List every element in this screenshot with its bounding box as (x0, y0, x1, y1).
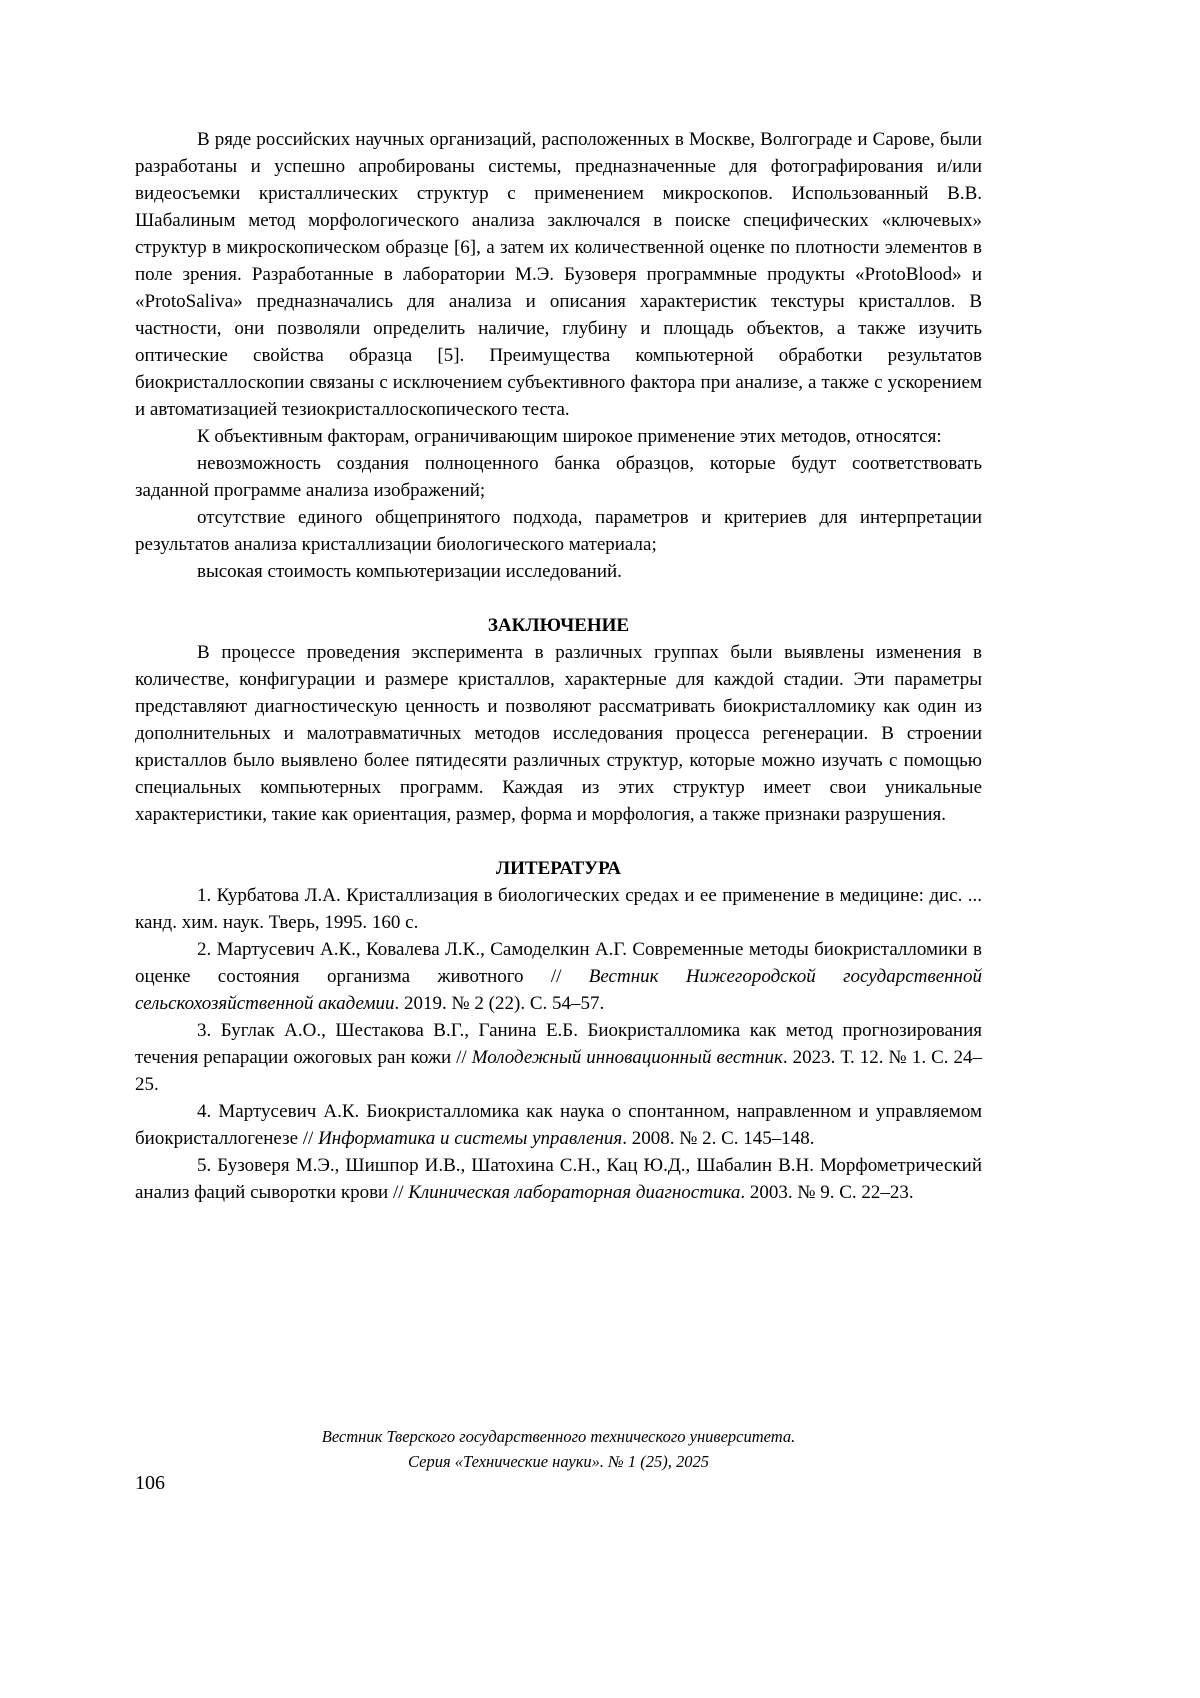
reference-journal-title: Вестник Нижегородской государственной сельскохозяйственной академии (135, 966, 982, 1014)
reference-journal-title: Клиническая лабораторная диагностика (408, 1182, 741, 1203)
footer-line-1: Вестник Тверского государственного технического университета. (321, 1427, 796, 1446)
reference-item-3 (135, 1017, 982, 1098)
body-paragraph-3: невозможность создания полноценного банка образцов, которые будут соответствовать заданной программе анализа изображений; (135, 453, 982, 501)
reference-tail: . 2023. Т. 12. № 1. С. 24–25. (135, 1047, 982, 1095)
conclusion-heading: ЗАКЛЮЧЕНИЕ (487, 615, 630, 636)
reference-tail: . 2003. № 9. С. 22–23. (740, 1182, 914, 1203)
conclusion-paragraph: В процессе проведения эксперимента в различных группах были выявлены изменения в количестве, конфигурации и размере кристаллов, характерные для каждой стадии. Эти параметры представляют диагностическую ценность и позволяют рассматривать биокристалломику как один из дополнительных и малотравматичных методов исследования процесса регенерации. В строении кристаллов было выявлено более пятидесяти различных структур, которые можно изучать с помощью специальных компьютерных программ. Каждая из этих структур имеет свои уникальные характеристики, такие как ориентация, размер, форма и морфология, а также признаки разрушения. (135, 642, 982, 825)
reference-text: 4. Мартусевич А.К. Биокристалломика как наука о спонтанном, направленном и управляемом биокристаллогенезе // (135, 1101, 982, 1149)
reference-item-5 (135, 1152, 982, 1206)
footer-line-2: Серия «Технические науки». № 1 (25), 2025 (408, 1452, 709, 1471)
reference-journal-title: Информатика и системы управления (318, 1128, 623, 1149)
page-number: 106 (135, 1472, 165, 1494)
literature-heading: ЛИТЕРАТУРА (495, 858, 622, 879)
reference-text: 1. Курбатова Л.А. Кристаллизация в биологических средах и ее применение в медицине: дис. ... канд. хим. наук. Тверь, 1995. 160 с. (135, 885, 982, 933)
text-block (135, 126, 982, 1206)
reference-journal-title: Молодежный инновационный вестник (471, 1047, 783, 1068)
journal-footer (135, 1424, 982, 1474)
reference-tail: . 2008. № 2. С. 145–148. (622, 1128, 815, 1149)
body-paragraph-2: К объективным факторам, ограничивающим широкое применение этих методов, относятся: (197, 426, 942, 447)
reference-item-4 (135, 1098, 982, 1152)
reference-tail: . 2019. № 2 (22). С. 54–57. (394, 993, 605, 1014)
reference-text: 3. Буглак А.О., Шестакова В.Г., Ганина Е.Б. Биокристалломика как метод прогнозирования течения репарации ожоговых ран кожи // (135, 1020, 982, 1068)
body-paragraph-1: В ряде российских научных организаций, расположенных в Москве, Волгограде и Сарове, были разработаны и успешно апробированы системы, предназначенные для фотографирования и/или видеосъемки кристаллических структур с применением микроскопов. Использованный В.В. Шабалиным метод морфологического анализа заключался в поиске специфических «ключевых» структур в микроскопическом образце [6], а затем их количественной оценке по плотности элементов в поле зрения. Разработанные в лаборатории М.Э. Бузоверя программные продукты «ProtoBlood» и «ProtoSaliva» предназначались для анализа и описания характеристик текстуры кристаллов. В частности, они позволяли определить наличие, глубину и площадь объектов, а также изучить оптические свойства образца [5]. Преимущества компьютерной обработки результатов биокристаллоскопии связаны с исключением субъективного фактора при анализе, а также с ускорением и автоматизацией тезиокристаллоскопического теста. (135, 129, 982, 420)
reference-item-2 (135, 936, 982, 1017)
reference-text: 5. Бузоверя М.Э., Шишпор И.В., Шатохина С.Н., Кац Ю.Д., Шабалин В.Н. Морфометрический анализ фаций сыворотки крови // (135, 1155, 982, 1203)
body-paragraph-4: отсутствие единого общепринятого подхода, параметров и критериев для интерпретации результатов анализа кристаллизации биологического материала; (135, 507, 982, 555)
reference-text: 2. Мартусевич А.К., Ковалева Л.К., Самоделкин А.Г. Современные методы биокристалломики в оценке состояния организма животного // (135, 939, 982, 987)
body-paragraph-5: высокая стоимость компьютеризации исследований. (197, 561, 622, 582)
reference-item-1 (135, 882, 982, 936)
